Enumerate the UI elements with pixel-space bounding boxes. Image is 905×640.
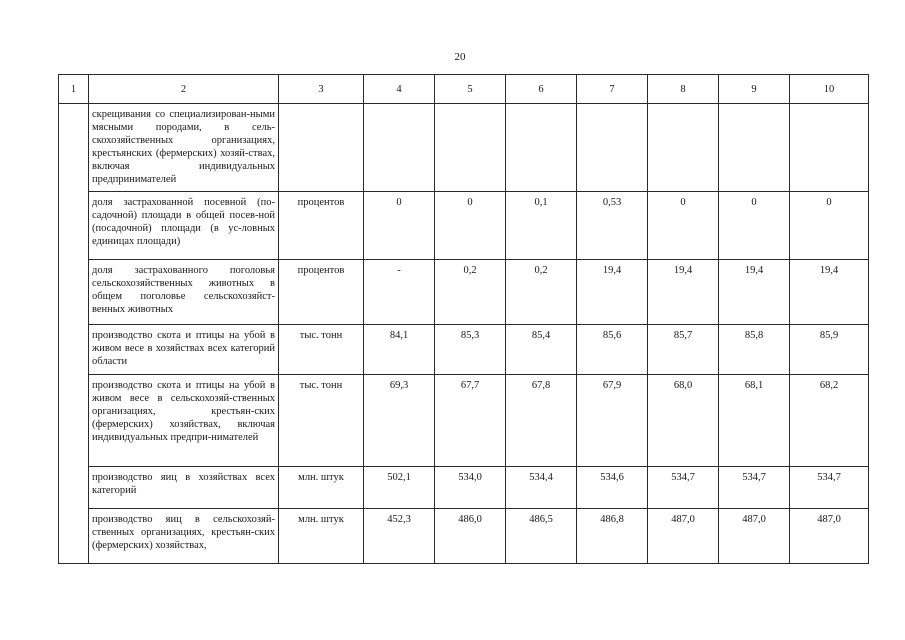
row-value-col-10: 19,4 (790, 260, 869, 325)
row-value-col-10: 85,9 (790, 325, 869, 375)
row-value-col-5: 85,3 (435, 325, 506, 375)
header-col-1: 1 (59, 75, 89, 104)
row-value-col-5: 0,2 (435, 260, 506, 325)
row-unit: тыс. тонн (279, 375, 364, 467)
header-col-3: 3 (279, 75, 364, 104)
row-value-col-10 (790, 104, 869, 192)
table-header (59, 75, 869, 104)
row-value-col-9: 19,4 (719, 260, 790, 325)
table-row (59, 467, 869, 509)
table-row (59, 260, 869, 325)
table-row (59, 192, 869, 260)
table-body (59, 104, 869, 564)
row-value-col-8: 85,7 (648, 325, 719, 375)
row-value-col-8: 487,0 (648, 509, 719, 564)
row-value-col-10: 487,0 (790, 509, 869, 564)
row-unit: процентов (279, 192, 364, 260)
header-row (59, 75, 869, 104)
header-col-7: 7 (577, 75, 648, 104)
table-row (59, 325, 869, 375)
row-value-col-4: - (364, 260, 435, 325)
row-unit: млн. штук (279, 509, 364, 564)
header-col-8: 8 (648, 75, 719, 104)
row-value-col-6: 486,5 (506, 509, 577, 564)
row-value-col-6: 534,4 (506, 467, 577, 509)
row-value-col-10: 0 (790, 192, 869, 260)
row-value-col-7 (577, 104, 648, 192)
header-col-6: 6 (506, 75, 577, 104)
row-value-col-10: 68,2 (790, 375, 869, 467)
row-description: скрещивания со специализирован-ными мясными породами, в сель-скохозяйственных организациях, крестьянских (фермерских) хозяй-ствах, включая индивидуальных предпринимателей (89, 104, 279, 192)
row-value-col-7: 486,8 (577, 509, 648, 564)
row-value-col-6: 67,8 (506, 375, 577, 467)
row-value-col-8: 19,4 (648, 260, 719, 325)
table-row (59, 375, 869, 467)
table-row (59, 509, 869, 564)
row-value-col-9: 68,1 (719, 375, 790, 467)
row-value-col-10: 534,7 (790, 467, 869, 509)
row-value-col-4: 0 (364, 192, 435, 260)
row-value-col-9: 487,0 (719, 509, 790, 564)
row-description: производство яиц в хозяйствах всех категорий (89, 467, 279, 509)
row-value-col-6: 85,4 (506, 325, 577, 375)
header-col-5: 5 (435, 75, 506, 104)
row-value-col-6: 0,1 (506, 192, 577, 260)
row-unit: млн. штук (279, 467, 364, 509)
row-value-col-4: 452,3 (364, 509, 435, 564)
row-value-col-4: 84,1 (364, 325, 435, 375)
row-value-col-9: 85,8 (719, 325, 790, 375)
row-value-col-5: 0 (435, 192, 506, 260)
row-value-col-5: 486,0 (435, 509, 506, 564)
row-description: производство яиц в сельскохозяй-ственных организациях, крестьян-ских (фермерских) хозяйствах, (89, 509, 279, 564)
row-value-col-7: 0,53 (577, 192, 648, 260)
row-unit (279, 104, 364, 192)
row-value-col-8: 534,7 (648, 467, 719, 509)
row-value-col-7: 85,6 (577, 325, 648, 375)
row-value-col-7: 67,9 (577, 375, 648, 467)
row-unit: процентов (279, 260, 364, 325)
indicators-table (58, 74, 869, 564)
page-number: 20 (454, 51, 466, 63)
row-value-col-4: 69,3 (364, 375, 435, 467)
row-value-col-7: 534,6 (577, 467, 648, 509)
row-number-cell (59, 104, 89, 564)
row-value-col-8: 0 (648, 192, 719, 260)
table-row (59, 104, 869, 192)
header-col-10: 10 (790, 75, 869, 104)
header-col-4: 4 (364, 75, 435, 104)
row-description: производство скота и птицы на убой в живом весе в сельскохозяй-ственных организациях, крестьян-ских (фермерских) хозяйствах, включая индивидуальных предпри-нимателей (89, 375, 279, 467)
row-value-col-5 (435, 104, 506, 192)
row-value-col-5: 67,7 (435, 375, 506, 467)
row-value-col-8 (648, 104, 719, 192)
row-value-col-5: 534,0 (435, 467, 506, 509)
row-value-col-9 (719, 104, 790, 192)
header-col-2: 2 (89, 75, 279, 104)
row-value-col-9: 534,7 (719, 467, 790, 509)
row-value-col-8: 68,0 (648, 375, 719, 467)
row-value-col-6 (506, 104, 577, 192)
header-col-9: 9 (719, 75, 790, 104)
row-value-col-4 (364, 104, 435, 192)
row-value-col-6: 0,2 (506, 260, 577, 325)
row-description: доля застрахованной посевной (по-садочной) площади в общей посев-ной (посадочной) площади (в ус-ловных единицах площади) (89, 192, 279, 260)
row-unit: тыс. тонн (279, 325, 364, 375)
row-description: производство скота и птицы на убой в живом весе в хозяйствах всех категорий области (89, 325, 279, 375)
row-value-col-9: 0 (719, 192, 790, 260)
row-value-col-4: 502,1 (364, 467, 435, 509)
row-description: доля застрахованного поголовья сельскохозяйственных животных в общем поголовье сельскохозяйст-венных животных (89, 260, 279, 325)
row-value-col-7: 19,4 (577, 260, 648, 325)
